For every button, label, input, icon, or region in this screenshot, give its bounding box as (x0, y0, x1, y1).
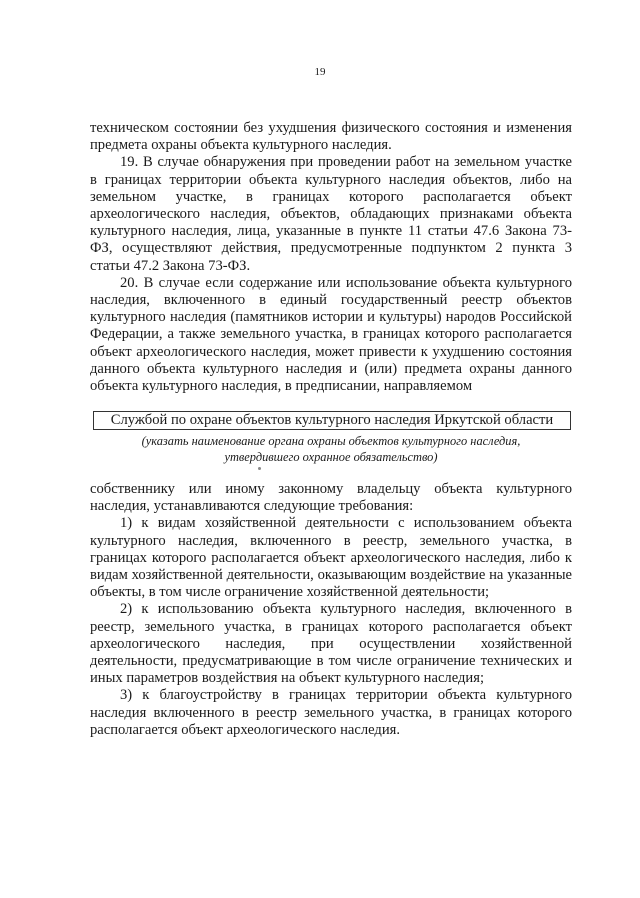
page-number: 19 (314, 66, 326, 78)
paragraph-19: 19. В случае обнаружения при проведении работ на земельном участке в границах территории объекта культурного наследия объектов, либо на земельном участке, в границах которого располагается объект археологического наследия, объектов, обладающих признаками объекта культурного наследия, лица, указанные в пункте 11 статьи 47.6 Закона 73-ФЗ, осуществляют действия, предусмотренные подпунктом 2 пункта 3 статьи 47.2 Закона 73-ФЗ. (90, 154, 572, 274)
paragraph-requirements-intro: собственнику или иному законному владельцу объекта культурного наследия, устанавливаются следующие требования: (90, 481, 572, 515)
requirement-item-3: 3) к благоустройству в границах территории объекта культурного наследия включенного в реестр земельного участка, в границах которого располагается объект археологического наследия. (90, 687, 572, 738)
body-text-bottom (90, 481, 572, 739)
authority-field-caption (90, 433, 572, 465)
body-text-top (90, 120, 572, 395)
requirement-item-2: 2) к использованию объекта культурного наследия, включенного в реестр, земельного участка, в границах которого располагается объект археологического наследия, при осуществлении хозяйственной деятельности, предусматривающие в том числе ограничение технических и иных параметров воздействия на объект культурного наследия; (90, 601, 572, 687)
scan-artifact-dot (258, 467, 261, 470)
authority-caption-line-2: утвердившего охранное обязательство) (224, 450, 438, 464)
authority-name-field: Службой по охране объектов культурного наследия Иркутской области (93, 411, 571, 430)
requirement-item-1: 1) к видам хозяйственной деятельности с использованием объекта культурного наследия, включенного в реестр, земельного участка, в границах которого располагается объект археологического наследия, либо к видам хозяйственной деятельности, оказывающим воздействие на указанные объекты, в том числе ограничение хозяйственной деятельности; (90, 515, 572, 601)
paragraph-20: 20. В случае если содержание или использование объекта культурного наследия, включенного в единый государственный реестр объектов культурного наследия (памятников истории и культуры) народов Российской Федерации, а также земельного участка, в границах которого располагается объект археологического наследия, может привести к ухудшению состояния данного объекта культурного наследия и (или) предмета охраны данного объекта культурного наследия, в предписании, направляемом (90, 274, 572, 395)
authority-caption-line-1: (указать наименование органа охраны объектов культурного наследия, (141, 434, 521, 448)
paragraph-continuation: техническом состоянии без ухудшения физического состояния и изменения предмета охраны объекта культурного наследия. (90, 120, 572, 154)
